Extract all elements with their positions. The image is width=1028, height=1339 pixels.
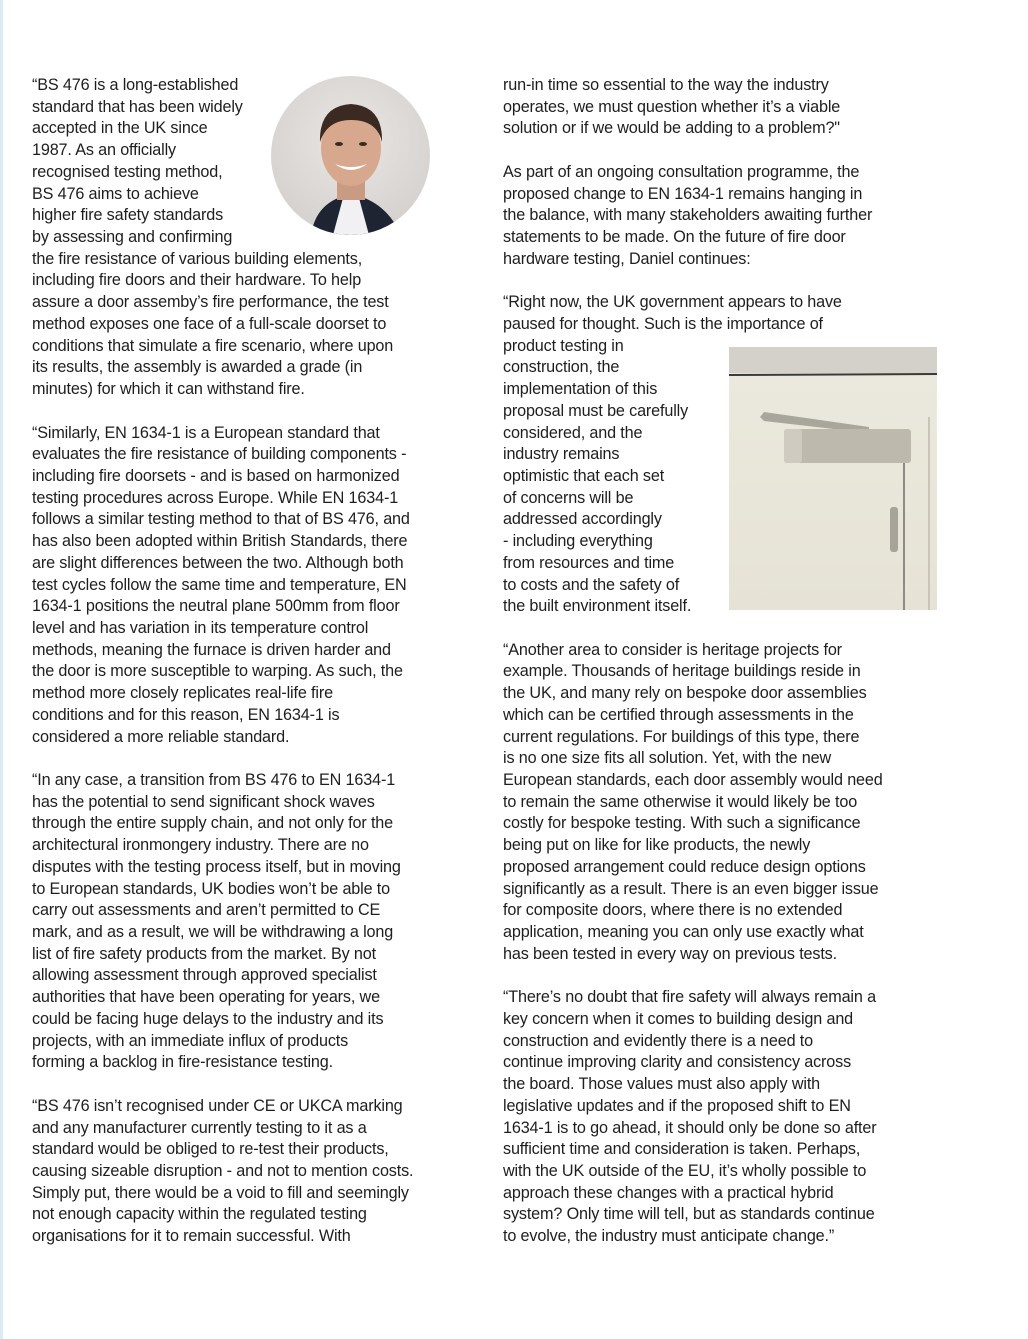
text-line: mark, and as a result, we will be withdrawing a long — [32, 923, 394, 942]
text-line: test cycles follow the same time and temperature, EN — [32, 575, 407, 594]
text-line: through the entire supply chain, and not only for the — [32, 814, 394, 833]
text-line: forming a backlog in fire-resistance testing. — [32, 1053, 333, 1072]
text-line: to costs and the safety of — [503, 575, 680, 594]
text-line: by assessing and confirming — [32, 228, 233, 247]
text-line: considered a more reliable standard. — [32, 727, 290, 746]
text-line: system? Only time will tell, but as standards continue — [503, 1205, 875, 1224]
text-line: conditions that simulate a fire scenario, where upon — [32, 336, 394, 355]
text-line: current regulations. For buildings of this type, there — [503, 727, 860, 746]
text-line: for composite doors, where there is no extended — [503, 901, 843, 920]
text-line: authorities that have been operating for years, we — [32, 988, 380, 1007]
text-line: operates, we must question whether it’s a viable — [503, 97, 841, 116]
text-line: has been tested in every way on previous tests. — [503, 944, 837, 963]
text-line: legislative updates and if the proposed shift to EN — [503, 1096, 851, 1115]
text-line: significantly as a result. There is an even bigger issue — [503, 879, 879, 898]
text-line: example. Thousands of heritage buildings reside in — [503, 662, 861, 681]
text-line: “There’s no doubt that fire safety will always remain a — [503, 988, 876, 1007]
paragraph — [503, 162, 943, 271]
text-line: method exposes one face of a full-scale doorset to — [32, 314, 387, 333]
text-line: the UK, and many rely on bespoke door assemblies — [503, 684, 867, 703]
text-line: implementation of this — [503, 380, 658, 399]
text-line: industry remains — [503, 445, 620, 464]
text-line: conditions and for this reason, EN 1634-1 is — [32, 705, 340, 724]
text-line: considered, and the — [503, 423, 643, 442]
text-line: As part of an ongoing consultation programme, the — [503, 162, 860, 181]
text-line: the board. Those values must also apply with — [503, 1075, 821, 1094]
text-line: and any manufacturer currently testing to it as a — [32, 1118, 367, 1137]
page-edge — [0, 0, 3, 1339]
text-line: paused for thought. Such is the importance of — [503, 314, 823, 333]
text-line: follows a similar testing method to that of BS 476, and — [32, 510, 410, 529]
text-line: product testing in — [503, 336, 624, 355]
text-line: key concern when it comes to building design and — [503, 1009, 854, 1028]
text-line: construction and evidently there is a need to — [503, 1031, 814, 1050]
text-line: 1634-1 is to go ahead, it should only be done so after — [503, 1118, 877, 1137]
text-line: are slight differences between the two. Although both — [32, 553, 404, 572]
text-line: BS 476 aims to achieve — [32, 184, 199, 203]
text-line: the door is more susceptible to warping. As such, the — [32, 662, 403, 681]
text-line: from resources and time — [503, 553, 675, 572]
text-line: optimistic that each set — [503, 466, 665, 485]
text-line: which can be certified through assessments in the — [503, 705, 854, 724]
text-line: including fire doorsets - and is based on harmonized — [32, 466, 400, 485]
text-line: recognised testing method, — [32, 162, 223, 181]
text-line: carry out assessments and aren’t permitted to CE — [32, 901, 381, 920]
text-line: application, meaning you can only use exactly what — [503, 923, 864, 942]
text-line: standard would be obliged to re-test their products, — [32, 1140, 389, 1159]
text-line: solution or if we would be adding to a problem?" — [503, 119, 840, 138]
text-line: the fire resistance of various building elements, — [32, 249, 363, 268]
text-line: continue improving clarity and consistency across — [503, 1053, 852, 1072]
paragraph — [32, 1096, 472, 1248]
text-line: level and has variation in its temperature control — [32, 618, 369, 637]
text-line: construction, the — [503, 358, 620, 377]
text-line: not enough capacity within the regulated testing — [32, 1205, 367, 1224]
text-line: with the UK outside of the EU, it’s wholly possible to — [503, 1161, 867, 1180]
text-line: higher fire safety standards — [32, 206, 224, 225]
text-line: causing sizeable disruption - and not to mention costs. — [32, 1161, 414, 1180]
text-line: proposal must be carefully — [503, 401, 689, 420]
text-line: assure a door assemby’s fire performance, the test — [32, 293, 389, 312]
text-line: standard that has been widely — [32, 97, 243, 116]
text-line: to evolve, the industry must anticipate change.” — [503, 1227, 835, 1246]
paragraph — [503, 292, 943, 618]
text-line: is no one size fits all solution. Yet, with the new — [503, 749, 831, 768]
text-line: organisations for it to remain successful. With — [32, 1227, 351, 1246]
text-line: 1634-1 positions the neutral plane 500mm from floor — [32, 597, 400, 616]
text-line: to European standards, UK bodies won’t be able to — [32, 879, 391, 898]
text-line: sufficient time and consideration is taken. Perhaps, — [503, 1140, 861, 1159]
text-line: to remain the same otherwise it would likely be too — [503, 792, 858, 811]
text-line: has the potential to send significant shock waves — [32, 792, 375, 811]
text-line: European standards, each door assembly would need — [503, 771, 883, 789]
paragraph — [32, 423, 472, 749]
text-line: proposed change to EN 1634-1 remains hanging in — [503, 184, 863, 203]
text-line: - including everything — [503, 532, 653, 551]
text-line: Simply put, there would be a void to fill and seemingly — [32, 1183, 409, 1202]
text-line: “Similarly, EN 1634-1 is a European standard that — [32, 423, 380, 442]
text-line: “In any case, a transition from BS 476 to EN 1634-1 — [32, 771, 396, 789]
text-line: methods, meaning the furnace is driven harder and — [32, 640, 391, 659]
text-line: method more closely replicates real-life fire — [32, 684, 333, 703]
right-column — [503, 75, 943, 1270]
text-line: proposed arrangement could reduce design options — [503, 857, 866, 876]
paragraph — [32, 770, 472, 1074]
text-line: of concerns will be — [503, 488, 634, 507]
text-line: addressed accordingly — [503, 510, 662, 529]
text-line: costly for bespoke testing. With such a significance — [503, 814, 861, 833]
left-column — [32, 75, 472, 1270]
text-line: being put on like for like products, the newly — [503, 836, 811, 855]
text-line: allowing assessment through approved specialist — [32, 966, 377, 985]
paragraph — [503, 640, 943, 966]
text-line: the built environment itself. — [503, 597, 692, 616]
text-line: “Right now, the UK government appears to have — [503, 293, 842, 312]
text-line: hardware testing, Daniel continues: — [503, 249, 751, 268]
text-line: accepted in the UK since — [32, 119, 208, 138]
paragraph — [503, 75, 943, 140]
text-line: its results, the assembly is awarded a grade (in — [32, 358, 363, 377]
paragraph — [503, 987, 943, 1248]
text-line: architectural ironmongery industry. There are no — [32, 836, 369, 855]
text-line: disputes with the testing process itself, but in moving — [32, 857, 401, 876]
text-line: minutes) for which it can withstand fire. — [32, 380, 305, 399]
text-line: list of fire safety products from the market. By not — [32, 944, 376, 963]
text-line: “Another area to consider is heritage projects for — [503, 640, 842, 659]
text-line: the balance, with many stakeholders awaiting further — [503, 206, 873, 225]
text-line: statements to be made. On the future of fire door — [503, 228, 846, 247]
text-line: projects, with an immediate influx of products — [32, 1031, 349, 1050]
text-line: testing procedures across Europe. While EN 1634-1 — [32, 488, 399, 507]
paragraph — [32, 75, 472, 401]
text-line: evaluates the fire resistance of building components - — [32, 445, 407, 464]
text-line: could be facing huge delays to the industry and its — [32, 1009, 384, 1028]
text-line: run-in time so essential to the way the industry — [503, 76, 829, 94]
text-line: 1987. As an officially — [32, 141, 176, 160]
text-line: including fire doors and their hardware. To help — [32, 271, 362, 290]
text-line: “BS 476 is a long-established — [32, 76, 239, 94]
text-line: “BS 476 isn’t recognised under CE or UKCA marking — [32, 1096, 403, 1115]
text-line: has also been adopted within British Standards, there — [32, 532, 408, 551]
text-line: approach these changes with a practical hybrid — [503, 1183, 834, 1202]
